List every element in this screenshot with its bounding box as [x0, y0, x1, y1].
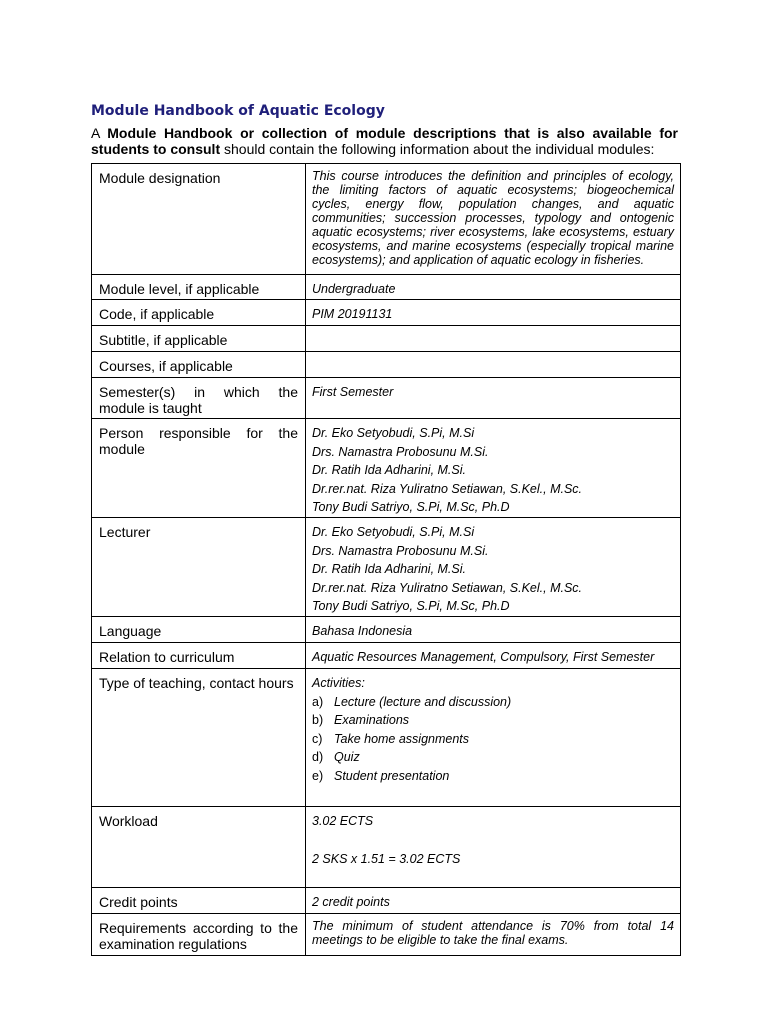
table-row: [92, 275, 681, 300]
value-line: Tony Budi Satriyo, S.Pi, M.Sc, Ph.D: [312, 599, 510, 614]
value-paragraph: This course introduces the definition and principles of ecology, the limiting factors of aquatic ecosystems; biogeochemical cycles, energy flow, population changes, and aquatic communities; succession processes, typology and ontogenic aquatic ecosystems; river ecosystems, lake ecosystems, estuary ecosystems, and marine ecosystems (especially tropical marine ecosystems); and application of aquatic ecology in fisheries.: [312, 169, 674, 267]
row-value: [306, 668, 681, 806]
value-line: Drs. Namastra Probosunu M.Si.: [312, 543, 489, 558]
value-line: Aquatic Resources Management, Compulsory, First Semester: [312, 649, 655, 664]
table-row: [92, 642, 681, 668]
row-value: [306, 275, 681, 300]
value-line: Tony Budi Satriyo, S.Pi, M.Sc, Ph.D: [312, 500, 510, 515]
activity-item: [312, 730, 674, 749]
activity-item: [312, 711, 674, 730]
row-value: [306, 517, 681, 616]
row-label: Language: [92, 616, 306, 642]
value-spacer: [312, 831, 674, 850]
row-label: Person responsible for the module: [92, 419, 306, 518]
table-row: [92, 164, 681, 275]
activity-marker: b): [312, 713, 324, 728]
value-line: Dr. Ratih Ida Adharini, M.Si.: [312, 562, 466, 577]
value-line: Bahasa Indonesia: [312, 623, 413, 638]
value-line: Dr. Eko Setyobudi, S.Pi, M.Si: [312, 524, 475, 539]
row-value: [306, 806, 681, 887]
row-value: [306, 616, 681, 642]
row-value: [306, 352, 681, 378]
row-value: [306, 164, 681, 275]
value-line: Dr. Eko Setyobudi, S.Pi, M.Si: [312, 426, 475, 440]
row-label: Requirements according to the examination regulations: [92, 913, 306, 955]
table-row: [92, 517, 681, 616]
table-row: [92, 913, 681, 955]
module-table-body: [92, 164, 681, 956]
value-line: 2 SKS x 1.51 = 3.02 ECTS: [312, 851, 461, 866]
row-label: Subtitle, if applicable: [92, 326, 306, 352]
document-title: Module Handbook of Aquatic Ecology: [91, 103, 385, 119]
table-row: [92, 668, 681, 806]
activity-marker: e): [312, 768, 324, 783]
value-line: Undergraduate: [312, 282, 396, 296]
table-row: [92, 326, 681, 352]
row-label: Type of teaching, contact hours: [92, 668, 306, 806]
intro-bold-text: Module Handbook or collection of module descriptions that is also available for students to consult: [91, 125, 678, 157]
activity-item: [312, 693, 674, 712]
value-line: 3.02 ECTS: [312, 813, 374, 828]
row-label: Courses, if applicable: [92, 352, 306, 378]
module-table: [91, 163, 681, 956]
table-row: [92, 419, 681, 518]
table-row: [92, 806, 681, 887]
row-value: [306, 378, 681, 419]
activity-item: [312, 767, 674, 786]
row-value: [306, 642, 681, 668]
row-value: [306, 326, 681, 352]
row-value: [306, 887, 681, 913]
activity-text: Examinations: [334, 713, 410, 728]
table-row: [92, 887, 681, 913]
row-value: [306, 419, 681, 518]
activity-text: Take home assignments: [334, 731, 470, 746]
value-line: First Semester: [312, 385, 394, 399]
row-value: [306, 300, 681, 326]
intro-rest-text: should contain the following information about the individual modules:: [220, 141, 655, 157]
activity-marker: d): [312, 750, 324, 765]
activity-text: Quiz: [334, 750, 360, 765]
value-line: Drs. Namastra Probosunu M.Si.: [312, 444, 489, 459]
row-label: Lecturer: [92, 517, 306, 616]
row-label: Code, if applicable: [92, 300, 306, 326]
row-label: Module level, if applicable: [92, 275, 306, 300]
row-label: Workload: [92, 806, 306, 887]
activity-text: Student presentation: [334, 768, 450, 783]
value-line: Dr.rer.nat. Riza Yuliratno Setiawan, S.Kel., M.Sc.: [312, 580, 583, 595]
table-row: [92, 616, 681, 642]
activity-text: Lecture (lecture and discussion): [334, 694, 512, 709]
activity-item: [312, 748, 674, 767]
table-row: [92, 352, 681, 378]
table-row: [92, 300, 681, 326]
value-line: PIM 20191131: [312, 307, 393, 321]
value-line: Dr.rer.nat. Riza Yuliratno Setiawan, S.Kel., M.Sc.: [312, 481, 583, 496]
intro-prefix: A: [91, 125, 108, 141]
activity-marker: c): [312, 731, 323, 746]
value-line: Dr. Ratih Ida Adharini, M.Si.: [312, 463, 466, 478]
row-label: Semester(s) in which the module is taught: [92, 378, 306, 419]
row-label: Module designation: [92, 164, 306, 275]
row-label: Credit points: [92, 887, 306, 913]
intro-paragraph: [91, 125, 678, 157]
row-value: [306, 913, 681, 955]
value-paragraph: The minimum of student attendance is 70% from total 14 meetings to be eligible to take the final exams.: [312, 918, 674, 947]
table-row: [92, 378, 681, 419]
activities-heading: Activities:: [312, 675, 365, 690]
row-label: Relation to curriculum: [92, 642, 306, 668]
value-line: 2 credit points: [312, 894, 390, 909]
activity-marker: a): [312, 694, 324, 709]
